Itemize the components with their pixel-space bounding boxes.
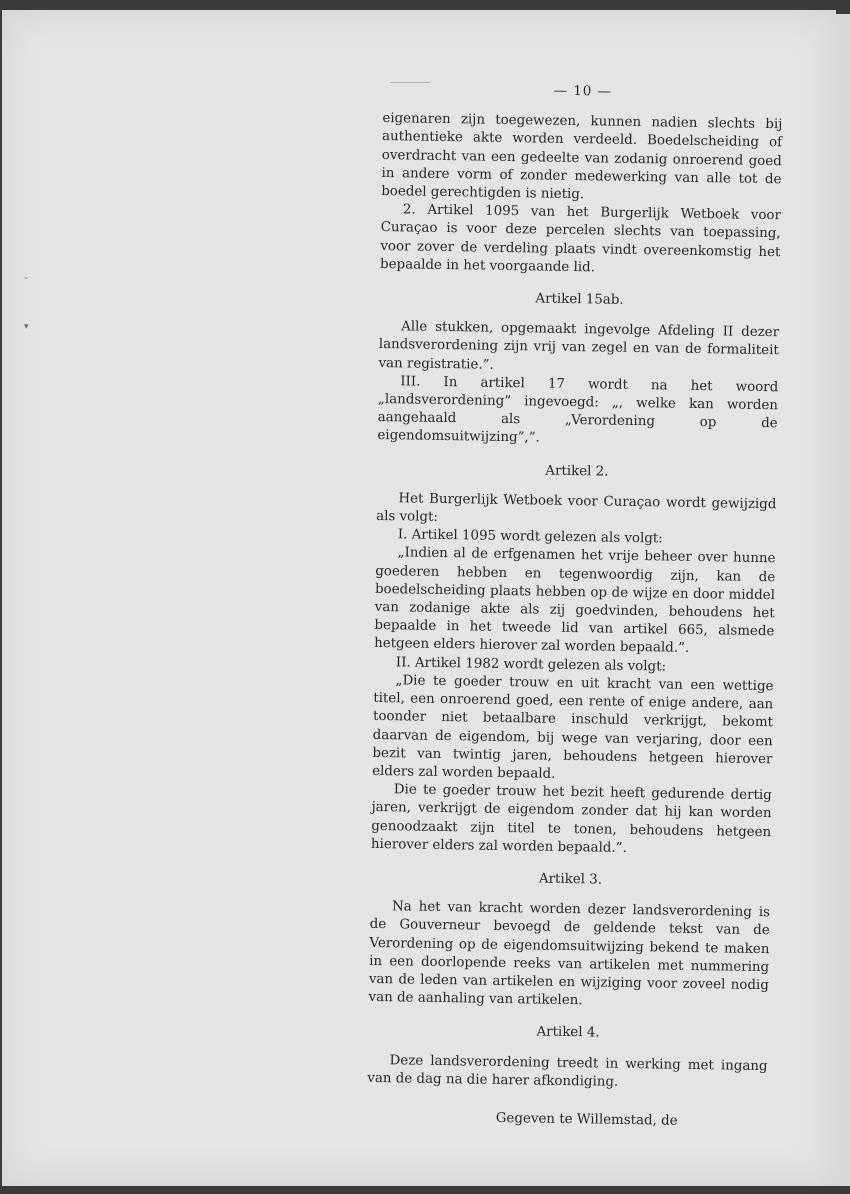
paragraph-ii-artikel-1982: II. Artikel 1982 wordt gelezen als volgt: (395, 654, 667, 675)
paragraph-artikel-3: Na het van kracht worden dezer landsverordening is de Gouverneur bevoegd de geldende tekst van de Verordening op de eigendomsuitwijzing bekend te maken in een doorlopende reeks van artikelen met nummering van de leden van artikelen en wijziging voor zoveel nodig van de aanhaling van artikelen. (368, 899, 771, 1009)
paragraph-iii: III. In artikel 17 wordt na het woord „landsverordening” ingevoegd: „, welke kan worden aangehaald als „Verordening op de eigendomsuitwijzing”,”. (377, 374, 779, 446)
paragraph-artikel-4: Deze landsverordening treedt in werking met ingang van de dag na die harer afkondiging. (367, 1052, 768, 1090)
margin-mark: ▾ (24, 322, 29, 332)
paragraph-i-artikel-1095: I. Artikel 1095 wordt gelezen als volgt: (397, 527, 663, 547)
page-number: — 10 — (553, 83, 613, 100)
paragraph-lid-2: 2. Artikel 1095 van het Burgerlijk Wetboek voor Curaçao is voor deze percelen slechts van toepassing, voor zover de verdeling plaats vindt overeenkomstig het bepaalde in het voorgaande lid. (379, 202, 782, 276)
paragraph-quote-1982: „Die te goeder trouw en uit kracht van een wettige titel, een onroerend goed, een rente of enige andere, aan toonder niet betaalbare inschuld verkrijgt, bekomt daarvan de eigendom, bij wege van verjaring, door een bezit van twintig jaren, behoudens hetgeen hierover elders zal worden bepaald. (372, 673, 774, 782)
paragraph-bw-gewijzigd: Het Burgerlijk Wetboek voor Curaçao wordt gewijzigd als volgt: (376, 491, 777, 525)
heading-artikel-3: Artikel 3. (538, 871, 603, 888)
margin-mark: ˇ (24, 278, 29, 288)
signoff-line: Gegeven te Willemstad, de (495, 1110, 678, 1129)
text-column (367, 80, 783, 1132)
paragraph-dertig-jaren: Die te goeder trouw het bezit heeft gedurende dertig jaren, verkrijgt de eigendom zonder dat hij kan worden genoodzaakt zijn titel te tonen, behoudens hetgeen hierover elders zal worden bepaald.”. (370, 782, 772, 856)
paragraph-quote-1095: „Indien al de erfgenamen het vrije beheer over hunne goederen hebben en tegenwoordig zijn, kan de boedelscheiding plaats hebben op de wijze en door middel van zodanige akte als zij goedvinden, behoudens het bepaalde in het tweede lid van artikel 665, alsmede hetgeen elders hierover zal worden bepaald.”. (374, 545, 776, 657)
paragraph-alle-stukken: Alle stukken, opgemaakt ingevolge Afdeling II dezer landsverordening zijn vrij van zegel en van de formaliteit van registratie.”. (378, 319, 780, 373)
heading-artikel-2: Artikel 2. (545, 463, 609, 480)
next-page-edge (836, 14, 850, 1186)
heading-artikel-4: Artikel 4. (536, 1024, 600, 1041)
heading-artikel-15ab: Artikel 15ab. (535, 291, 624, 308)
paragraph-eigenaren: eigenaren zijn toegewezen, kunnen nadien slechts bij authentieke akte worden verdeeld. Boedelscheiding of overdracht van een gedeelte van zodanig onroerend goed in andere vorm of zonder medewerking van alle tot de boedel gerechtigden is nietig. (381, 111, 783, 203)
